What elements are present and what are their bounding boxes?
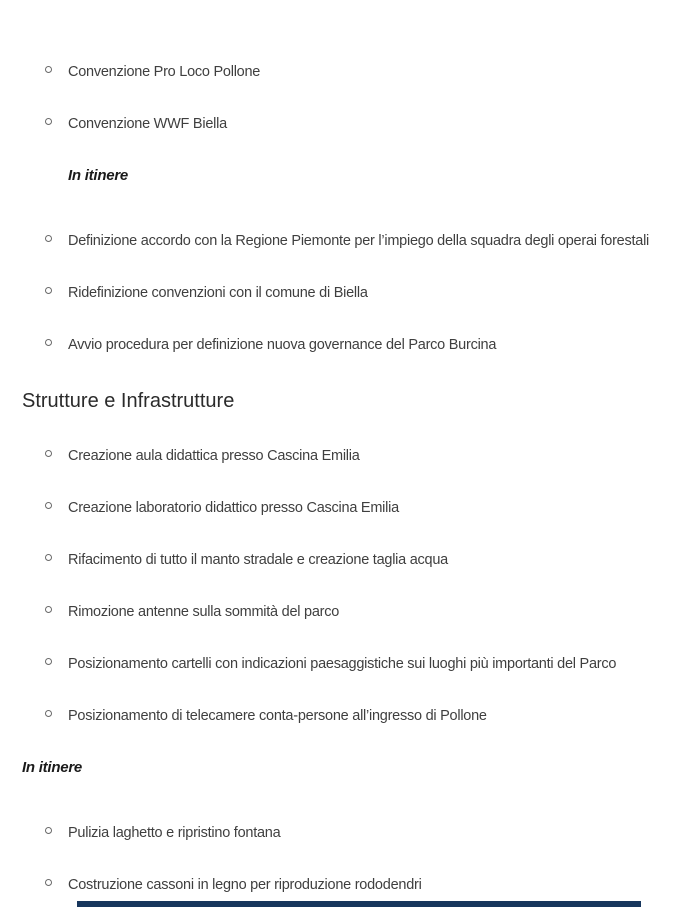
bullet-icon — [45, 235, 52, 242]
bottom-accent-bar — [77, 901, 641, 907]
bullet-item — [68, 231, 696, 251]
bullet-icon — [45, 450, 52, 457]
bullet-text: Posizionamento di telecamere conta-persone all’ingresso di Pollone — [68, 708, 487, 724]
bullet-text: Creazione laboratorio didattico presso Cascina Emilia — [68, 500, 399, 516]
bullet-text: Rimozione antenne sulla sommità del parco — [68, 604, 340, 620]
bullet-item — [68, 335, 696, 355]
bullet-text: Ridefinizione convenzioni con il comune di Biella — [68, 285, 368, 301]
bullet-icon — [45, 658, 52, 665]
bullet-icon — [45, 339, 52, 346]
bullet-item — [68, 875, 696, 895]
inline-subheading: In itinere — [68, 167, 129, 184]
bullet-item — [68, 446, 696, 466]
bullet-icon — [45, 502, 52, 509]
bullet-item — [68, 62, 696, 82]
bullet-item — [68, 706, 696, 726]
bullet-text: Rifacimento di tutto il manto stradale e creazione taglia acqua — [68, 552, 448, 568]
section-heading: Strutture e Infrastrutture — [22, 390, 235, 412]
bullet-icon — [45, 66, 52, 73]
bullet-item — [68, 602, 696, 622]
bullet-item — [68, 654, 696, 674]
bullet-item — [68, 498, 696, 518]
bullet-text: Pulizia laghetto e ripristino fontana — [68, 825, 281, 841]
bullet-icon — [45, 118, 52, 125]
bullet-text: Creazione aula didattica presso Cascina Emilia — [68, 448, 360, 464]
bullet-item — [68, 283, 696, 303]
bullet-text: Convenzione Pro Loco Pollone — [68, 64, 261, 80]
bullet-icon — [45, 710, 52, 717]
bullet-item — [68, 550, 696, 570]
bullet-icon — [45, 879, 52, 886]
bullet-text: Definizione accordo con la Regione Piemonte per l’impiego della squadra degli operai forestali — [68, 233, 650, 249]
bullet-icon — [45, 827, 52, 834]
bullet-icon — [45, 287, 52, 294]
bullet-text: Posizionamento cartelli con indicazioni paesaggistiche sui luoghi più importanti del Parco — [68, 656, 617, 672]
bullet-icon — [45, 606, 52, 613]
document-content — [0, 62, 696, 895]
inline-subheading: In itinere — [22, 759, 83, 776]
bullet-text: Convenzione WWF Biella — [68, 116, 227, 132]
bullet-item — [68, 114, 696, 134]
bullet-text: Costruzione cassoni in legno per riproduzione rododendri — [68, 877, 422, 893]
bullet-text: Avvio procedura per definizione nuova governance del Parco Burcina — [68, 337, 497, 353]
bullet-icon — [45, 554, 52, 561]
bullet-item — [68, 823, 696, 843]
